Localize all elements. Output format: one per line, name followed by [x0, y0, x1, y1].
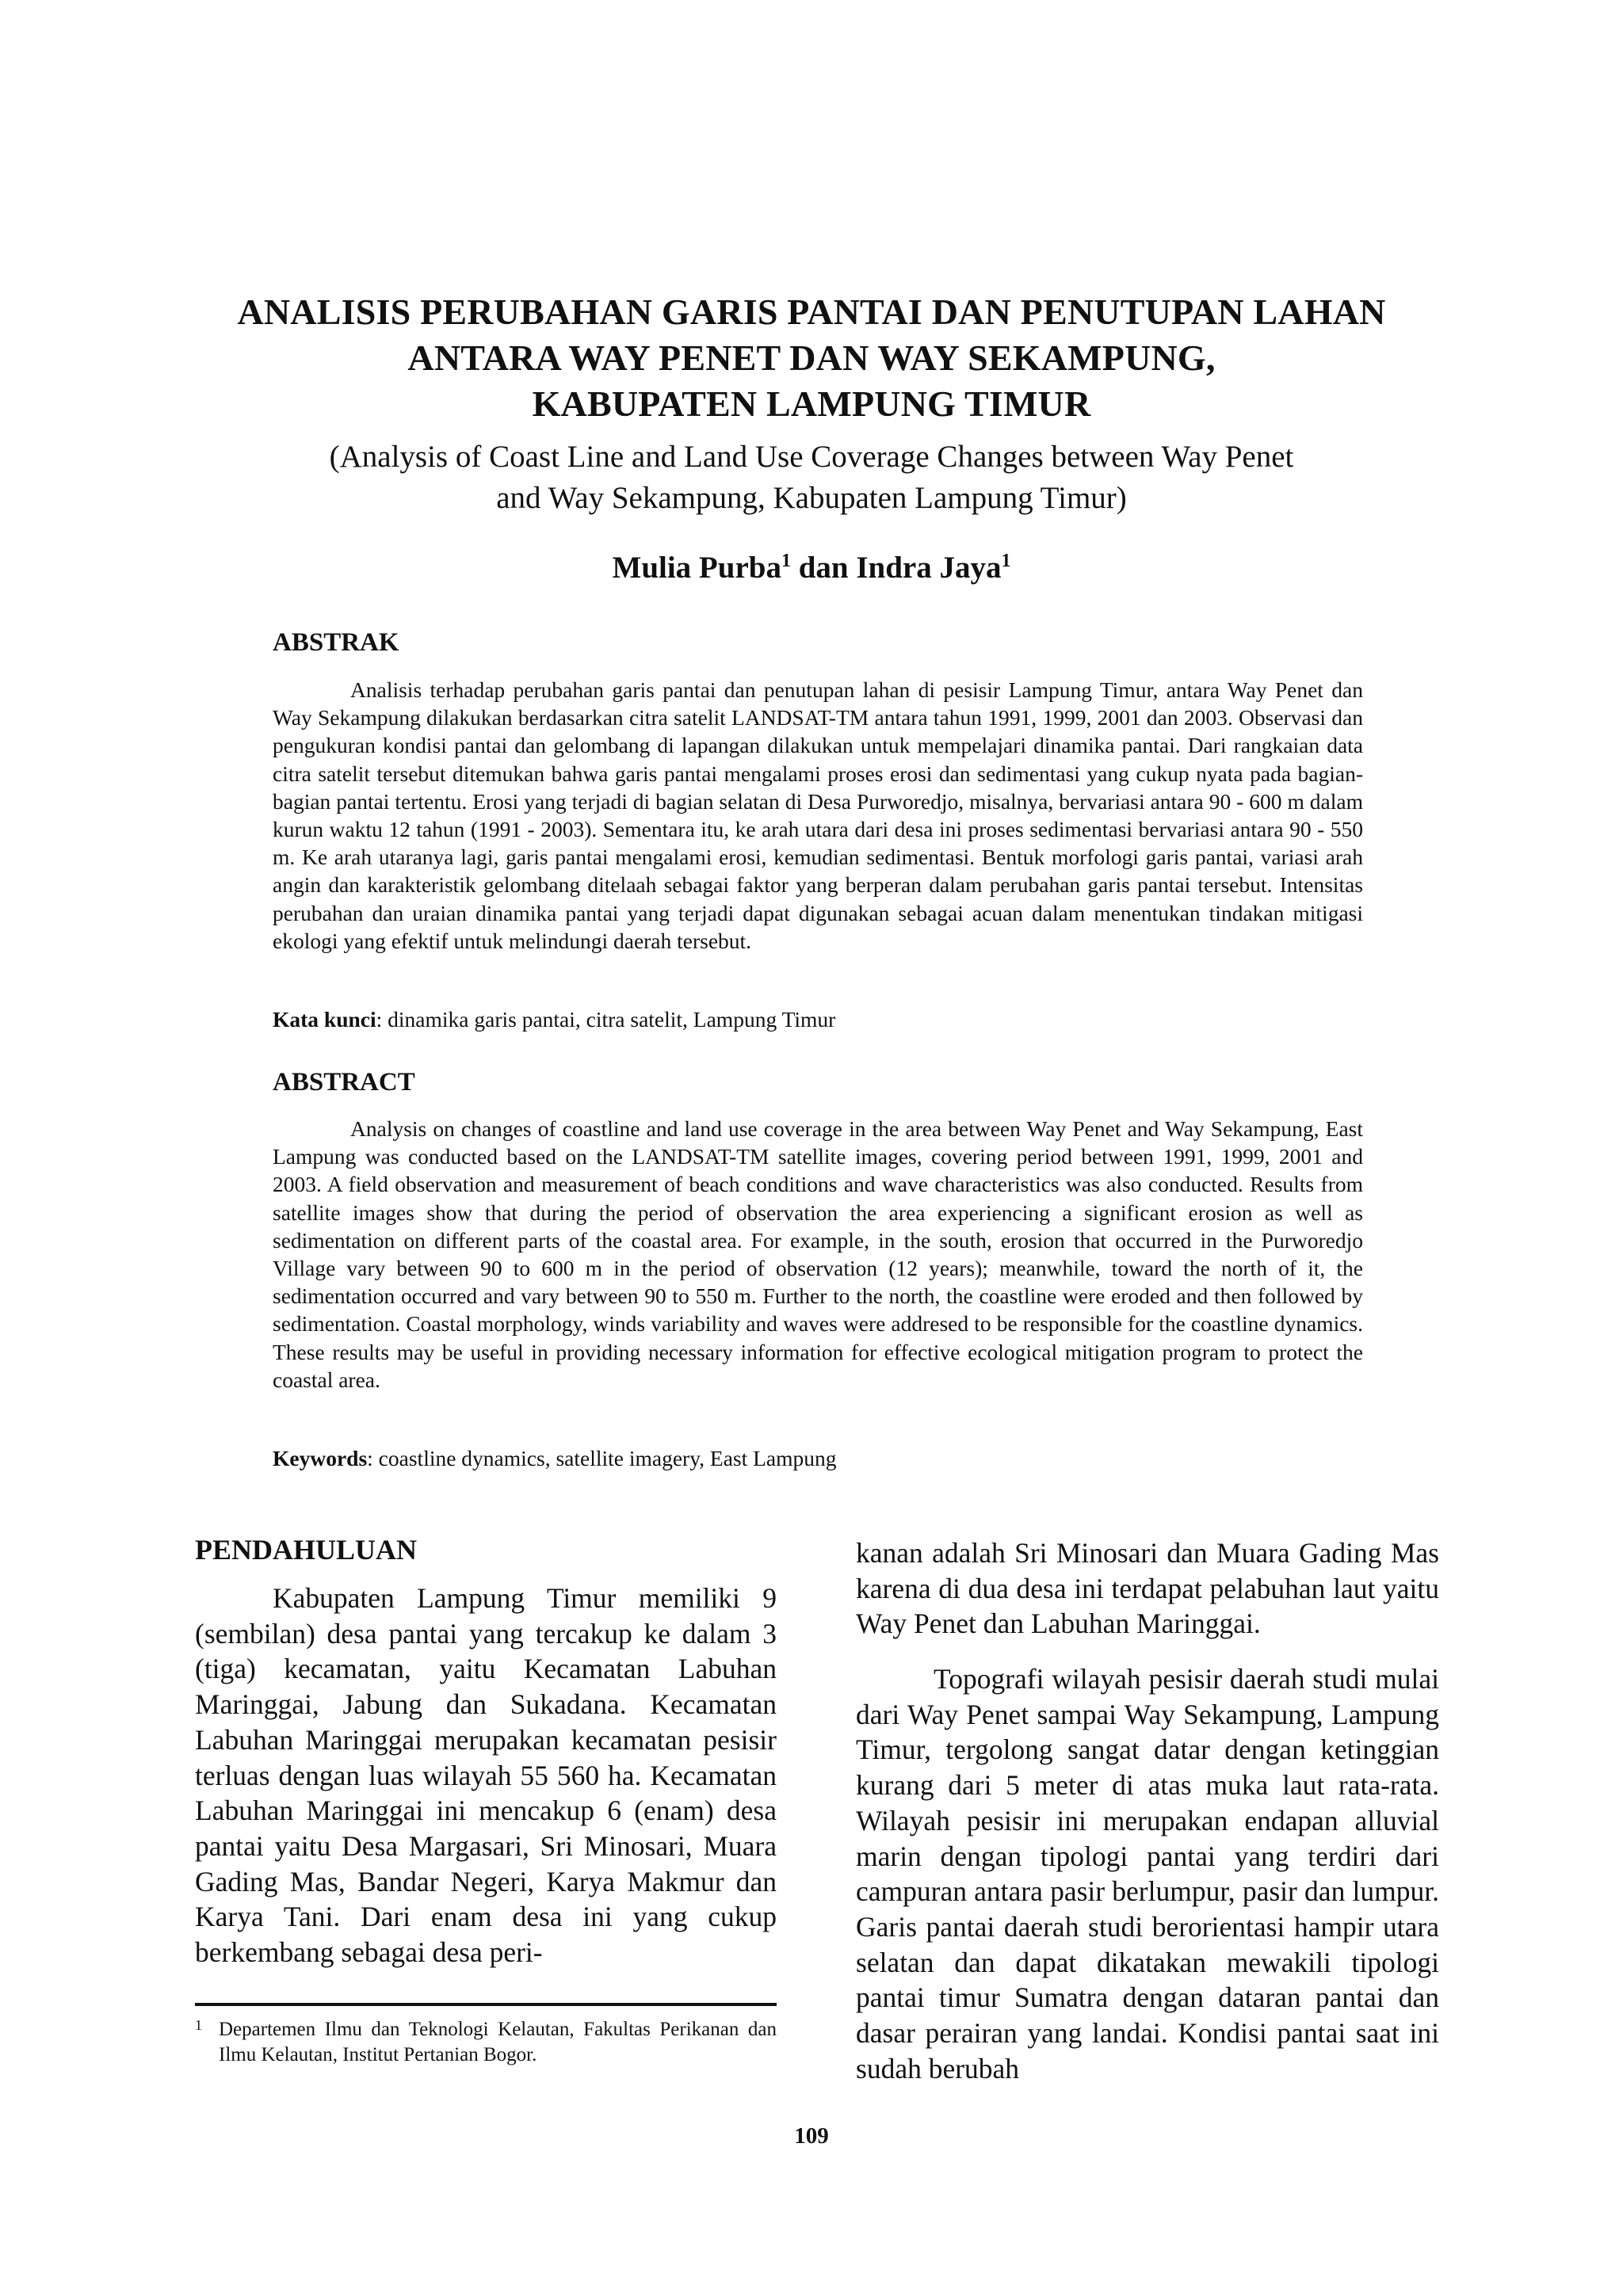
pendahuluan-heading: PENDAHULUAN [195, 1534, 418, 1566]
abstract-keywords-label: Keywords [273, 1446, 368, 1470]
author-2-affiliation: 1 [1001, 551, 1011, 571]
author-connector: dan [790, 551, 857, 585]
abstract-keywords-value: : coastline dynamics, satellite imagery, East Lampung [367, 1446, 837, 1470]
title-block [0, 289, 1623, 519]
footnote-text: Departemen Ilmu dan Teknologi Kelautan, Fakultas Perikanan dan Ilmu Kelautan, Institut Pertanian Bogor. [219, 2019, 777, 2065]
subtitle-line-2: and Way Sekampung, Kabupaten Lampung Timur) [496, 481, 1127, 515]
author-1-affiliation: 1 [781, 551, 791, 571]
author-2: Indra Jaya [856, 551, 1002, 585]
left-column-paragraph: Kabupaten Lampung Timur memiliki 9 (sembilan) desa pantai yang tercakup ke dalam 3 (tiga) kecamatan, yaitu Kecamatan Labuhan Maringgai, Jabung dan Sukadana. Kecamatan Labuhan Maringgai merupakan kecamatan pesisir terluas dengan luas wilayah 55 560 ha. Kecamatan Labuhan Maringgai ini mencakup 6 (enam) desa pantai yaitu Desa Margasari, Sri Minosari, Muara Gading Mas, Bandar Negeri, Karya Makmur dan Karya Tani. Dari enam desa ini yang cukup berkembang sebagai desa peri- [195, 1582, 777, 1969]
authors [0, 550, 1623, 585]
abstrak-keywords-value: : dinamika garis pantai, citra satelit, Lampung Timur [376, 1007, 836, 1032]
footnote [195, 2017, 777, 2068]
abstrak-keywords [273, 1005, 1363, 1033]
abstract-heading: ABSTRACT [273, 1068, 415, 1097]
title-line-3: KABUPATEN LAMPUNG TIMUR [532, 383, 1091, 424]
footnote-marker: 1 [195, 2017, 202, 2033]
subtitle [0, 437, 1623, 519]
right-column-paragraph-1: kanan adalah Sri Minosari dan Muara Gading Mas karena di dua desa ini terdapat pelabuhan laut yaitu Way Penet dan Labuhan Maringgai. [856, 1537, 1439, 1640]
title-line-1: ANALISIS PERUBAHAN GARIS PANTAI DAN PENUTUPAN LAHAN [237, 292, 1386, 332]
footnote-divider [195, 2003, 777, 2006]
subtitle-line-1: (Analysis of Coast Line and Land Use Coverage Changes between Way Penet [329, 440, 1294, 474]
right-column-paragraph-2: Topografi wilayah pesisir daerah studi mulai dari Way Penet sampai Way Sekampung, Lampung Timur, tergolong sangat datar dengan ketinggian kurang dari 5 meter di atas muka laut rata-rata. Wilayah pesisir ini merupakan endapan alluvial marin dengan tipologi pantai yang terdiri dari campuran antara pasir berlumpur, pasir dan lumpur. Garis pantai daerah studi berorientasi hampir utara selatan dan dapat dikatakan mewakili tipologi pantai timur Sumatra dengan dataran pantai dan dasar perairan yang landai. Kondisi pantai saat ini sudah berubah [856, 1663, 1439, 2084]
author-1: Mulia Purba [612, 551, 781, 585]
abstrak-heading: ABSTRAK [273, 628, 399, 657]
abstract-keywords [273, 1444, 1363, 1472]
abstract-text: Analysis on changes of coastline and land use coverage in the area between Way Penet and Way Sekampung, East Lampung was conducted based on the LANDSAT-TM satellite images, covering period between 1991, 1999, 2001 and 2003. A field observation and measurement of beach conditions and wave characteristics was also conducted. Results from satellite images show that during the period of observation the area experiencing a significant erosion as well as sedimentation on different parts of the coastal area. For example, in the south, erosion that occurred in the Purworedjo Village vary between 90 to 600 m in the period of observation (12 years); meanwhile, toward the north of it, the sedimentation occurred and vary between 90 to 550 m. Further to the north, the coastline were eroded and then followed by sedimentation. Coastal morphology, winds variability and waves were addresed to be responsible for the coastline dynamics. These results may be useful in providing necessary information for effective ecological mitigation program to protect the coastal area. [273, 1116, 1363, 1392]
abstrak-text: Analisis terhadap perubahan garis pantai dan penutupan lahan di pesisir Lampung Timur, antara Way Penet dan Way Sekampung dilakukan berdasarkan citra satelit LANDSAT-TM antara tahun 1991, 1999, 2001 dan 2003. Observasi dan pengukuran kondisi pantai dan gelombang di lapangan dilakukan untuk mempelajari dinamika pantai. Dari rangkaian data citra satelit tersebut ditemukan bahwa garis pantai mengalami proses erosi dan sedimentasi yang cukup nyata pada bagian-bagian pantai tertentu. Erosi yang terjadi di bagian selatan di Desa Purworedjo, misalnya, bervariasi antara 90 - 600 m dalam kurun waktu 12 tahun (1991 - 2003). Sementara itu, ke arah utara dari desa ini proses sedimentasi bervariasi antara 90 - 550 m. Ke arah utaranya lagi, garis pantai mengalami erosi, kemudian sedimentasi. Bentuk morfologi garis pantai, variasi arah angin dan karakteristik gelombang ditelaah sebagai faktor yang berperan dalam perubahan garis pantai tersebut. Intensitas perubahan dan uraian dinamika pantai yang terjadi dapat digunakan sebagai acuan dalam menentukan tindakan mitigasi ekologi yang efektif untuk melindungi daerah tersebut. [273, 677, 1363, 953]
page-number: 109 [794, 2123, 829, 2149]
abstrak-keywords-label: Kata kunci [273, 1007, 376, 1032]
title-line-2: ANTARA WAY PENET DAN WAY SEKAMPUNG, [407, 338, 1216, 378]
